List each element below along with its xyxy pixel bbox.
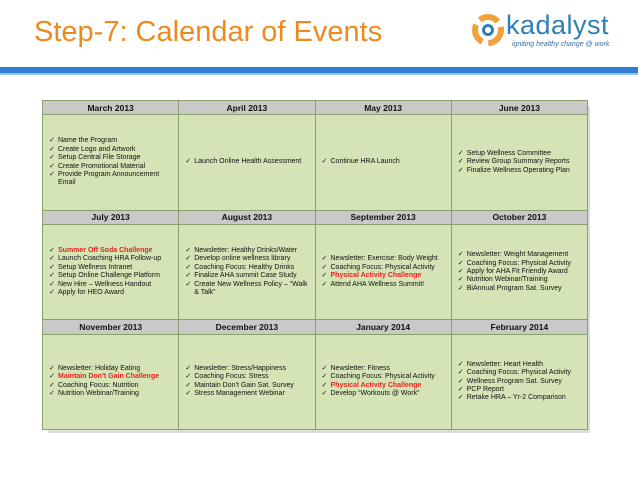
event-item [322, 390, 447, 398]
month-header: July 2013 [43, 210, 179, 224]
event-text: Newsletter: Weight Management [466, 251, 569, 259]
month-events-cell [315, 334, 451, 429]
event-list [316, 255, 451, 289]
event-text: Finalize Wellness Operating Plan [466, 166, 570, 174]
event-text: Nutrition Webinar/Training [58, 390, 139, 398]
event-item [185, 390, 310, 398]
checkmark-icon: ✓ [49, 255, 55, 263]
month-header: January 2014 [315, 320, 451, 334]
events-row [43, 115, 588, 210]
event-list [452, 251, 587, 293]
event-list [43, 137, 178, 187]
checkmark-icon: ✓ [321, 365, 328, 373]
event-item [49, 281, 174, 289]
checkmark-icon: ✓ [185, 381, 192, 389]
event-item [458, 369, 583, 377]
event-item [49, 154, 174, 162]
checkmark-icon: ✓ [321, 390, 328, 398]
event-list [179, 365, 314, 399]
month-events-cell [179, 115, 315, 210]
event-item-highlight [322, 272, 447, 280]
event-text: Finalize AHA summit Case Study [194, 272, 297, 280]
slide-title: Step-7: Calendar of Events [34, 16, 383, 48]
event-text: Coaching Focus: Physical Activity [466, 259, 572, 267]
checkmark-icon: ✓ [49, 162, 55, 170]
event-item [322, 373, 447, 381]
event-text: Nutrition Webinar/Training [466, 276, 548, 284]
checkmark-icon: ✓ [185, 263, 192, 271]
checkmark-icon: ✓ [185, 255, 192, 263]
event-item [49, 365, 174, 373]
event-list [452, 361, 587, 403]
event-text: Apply for AHA Fit Friendly Award [466, 267, 568, 275]
event-item-highlight [49, 373, 174, 381]
checkmark-icon: ✓ [457, 284, 464, 292]
event-text: Physical Activity Challenge [330, 381, 422, 389]
event-list [316, 365, 451, 399]
event-text: Create Promotional Material [58, 162, 146, 170]
month-header-row [43, 210, 588, 224]
checkmark-icon: ✓ [185, 280, 192, 288]
checkmark-icon: ✓ [49, 145, 55, 153]
event-item-highlight [322, 382, 447, 390]
event-item [458, 167, 583, 175]
events-row [43, 334, 588, 429]
event-item [49, 264, 174, 272]
event-text: PCP Report [466, 386, 504, 394]
event-text: Continue HRA Launch [330, 158, 400, 166]
checkmark-icon: ✓ [457, 166, 464, 174]
event-text: Maintain Don’t Gain Sat. Survey [194, 381, 294, 389]
event-text: Newsletter: Fitness [330, 365, 391, 373]
event-text: Setup Wellness Intranet [58, 263, 133, 271]
event-list [316, 158, 451, 166]
checkmark-icon: ✓ [457, 386, 464, 394]
checkmark-icon: ✓ [185, 390, 192, 398]
events-calendar-table [42, 100, 588, 430]
event-text: Summer Off Soda Challenge [58, 246, 153, 254]
checkmark-icon: ✓ [49, 170, 55, 178]
event-list [43, 247, 178, 297]
kadalyst-logo-icon [472, 14, 504, 46]
checkmark-icon: ✓ [185, 272, 192, 280]
event-list [43, 365, 178, 399]
event-item [49, 171, 174, 188]
month-events-cell [451, 225, 587, 320]
event-text: Launch Coaching HRA Follow-up [58, 255, 162, 263]
event-text: Setup Wellness Committee [466, 149, 552, 157]
event-list [452, 150, 587, 175]
event-item [322, 264, 447, 272]
event-item [49, 137, 174, 145]
checkmark-icon: ✓ [321, 272, 328, 280]
event-item [185, 247, 310, 255]
month-header: April 2013 [179, 101, 315, 115]
checkmark-icon: ✓ [457, 394, 464, 402]
event-text: Review Group Summary Reports [466, 158, 570, 166]
month-header: March 2013 [43, 101, 179, 115]
event-item [322, 281, 447, 289]
checkmark-icon: ✓ [321, 381, 328, 389]
event-text: Maintain Don’t Gain Challenge [58, 373, 160, 381]
month-events-cell [43, 225, 179, 320]
event-text: Newsletter: Stress/Happiness [194, 365, 287, 373]
month-header: August 2013 [179, 210, 315, 224]
checkmark-icon: ✓ [49, 137, 55, 145]
checkmark-icon: ✓ [321, 373, 328, 381]
month-events-cell [43, 115, 179, 210]
checkmark-icon: ✓ [457, 276, 464, 284]
event-item [458, 260, 583, 268]
event-item [458, 386, 583, 394]
month-header: November 2013 [43, 320, 179, 334]
checkmark-icon: ✓ [185, 365, 192, 373]
event-item [322, 158, 447, 166]
checkmark-icon: ✓ [49, 272, 55, 280]
event-item [49, 146, 174, 154]
event-text: Setup Central File Storage [58, 154, 141, 162]
month-header: February 2014 [451, 320, 587, 334]
event-item [185, 158, 310, 166]
event-text: Coaching Focus: Physical Activity [330, 263, 435, 271]
checkmark-icon: ✓ [49, 373, 55, 381]
event-text: Wellness Program Sat. Survey [466, 377, 562, 385]
event-item [185, 382, 310, 390]
event-item [458, 361, 583, 369]
checkmark-icon: ✓ [457, 149, 464, 157]
event-item [185, 365, 310, 373]
event-item [458, 394, 583, 402]
month-header-row [43, 101, 588, 115]
month-header: May 2013 [315, 101, 451, 115]
event-item [49, 390, 174, 398]
event-text: Setup Online Challenge Platform [58, 272, 160, 280]
event-text: Coaching Focus: Stress [194, 373, 269, 381]
month-events-cell [451, 334, 587, 429]
event-text: Newsletter: Heart Health [466, 360, 544, 368]
event-text: Apply for HEO Award [58, 288, 125, 296]
month-events-cell [315, 225, 451, 320]
month-header: June 2013 [451, 101, 587, 115]
event-text: Create Logo and Artwork [58, 145, 136, 153]
event-text: Develop “Workouts @ Work” [330, 390, 420, 398]
checkmark-icon: ✓ [457, 360, 464, 368]
checkmark-icon: ✓ [321, 280, 328, 288]
month-header: September 2013 [315, 210, 451, 224]
checkmark-icon: ✓ [457, 267, 464, 275]
logo-wordmark: kadalyst [506, 10, 610, 40]
event-item [49, 289, 174, 297]
event-item [185, 255, 310, 263]
event-text: Newsletter: Holiday Eating [58, 365, 141, 373]
checkmark-icon: ✓ [49, 288, 55, 296]
event-item [185, 272, 310, 280]
event-item [322, 365, 447, 373]
event-item [322, 255, 447, 263]
event-item [458, 150, 583, 158]
event-item [49, 163, 174, 171]
checkmark-icon: ✓ [457, 251, 464, 259]
event-item [458, 251, 583, 259]
checkmark-icon: ✓ [185, 158, 192, 166]
event-text: Stress Management Webinar [194, 390, 285, 398]
event-text: Name the Program [58, 137, 118, 145]
event-item [49, 382, 174, 390]
checkmark-icon: ✓ [49, 154, 55, 162]
event-item [185, 373, 310, 381]
event-text: Provide Program Announcement Email [58, 170, 160, 187]
checkmark-icon: ✓ [457, 259, 464, 267]
event-text: Create New Wellness Policy – “Walk & Talk” [194, 280, 308, 296]
event-text: Attend AHA Wellness Summit! [330, 280, 425, 288]
event-item [185, 281, 310, 298]
month-header: October 2013 [451, 210, 587, 224]
month-header-row [43, 320, 588, 334]
checkmark-icon: ✓ [49, 365, 55, 373]
event-item [185, 264, 310, 272]
checkmark-icon: ✓ [49, 280, 55, 288]
checkmark-icon: ✓ [49, 381, 55, 389]
accent-bar-light [0, 73, 638, 75]
event-text: Develop online wellness library [194, 255, 291, 263]
event-text: New Hire – Wellness Handout [58, 280, 152, 288]
checkmark-icon: ✓ [457, 158, 464, 166]
event-text: Coaching Focus: Physical Activity [466, 369, 572, 377]
checkmark-icon: ✓ [321, 263, 328, 271]
event-item [458, 285, 583, 293]
event-item-highlight [49, 247, 174, 255]
event-text: Coaching Focus: Healthy Drinks [194, 263, 295, 271]
month-events-cell [315, 115, 451, 210]
checkmark-icon: ✓ [49, 390, 55, 398]
event-item [458, 158, 583, 166]
event-list [179, 158, 314, 166]
kadalyst-logo [472, 10, 622, 58]
checkmark-icon: ✓ [321, 158, 328, 166]
event-text: Newsletter: Healthy Drinks/Water [194, 246, 298, 254]
checkmark-icon: ✓ [49, 246, 55, 254]
event-text: Newsletter: Exercise: Body Weight [330, 255, 438, 263]
events-row [43, 225, 588, 320]
month-events-cell [451, 115, 587, 210]
event-item [458, 268, 583, 276]
month-events-cell [43, 334, 179, 429]
month-events-cell [179, 334, 315, 429]
logo-tagline: igniting healthy change @ work [512, 41, 610, 48]
event-item [458, 378, 583, 386]
month-events-cell [179, 225, 315, 320]
event-text: Launch Online Health Assessment [194, 158, 302, 166]
checkmark-icon: ✓ [457, 377, 464, 385]
event-item [49, 272, 174, 280]
event-list [179, 247, 314, 297]
checkmark-icon: ✓ [185, 246, 192, 254]
event-text: Retake HRA – Yr-2 Comparison [466, 394, 566, 402]
event-text: Coaching Focus: Nutrition [58, 381, 139, 389]
month-header: December 2013 [179, 320, 315, 334]
checkmark-icon: ✓ [185, 373, 192, 381]
event-text: Coaching Focus: Physical Activity [330, 373, 435, 381]
checkmark-icon: ✓ [321, 255, 328, 263]
event-item [458, 276, 583, 284]
event-text: BiAnnual Program Sat. Survey [466, 284, 562, 292]
checkmark-icon: ✓ [457, 369, 464, 377]
event-item [49, 255, 174, 263]
event-text: Physical Activity Challenge [330, 272, 422, 280]
checkmark-icon: ✓ [49, 263, 55, 271]
